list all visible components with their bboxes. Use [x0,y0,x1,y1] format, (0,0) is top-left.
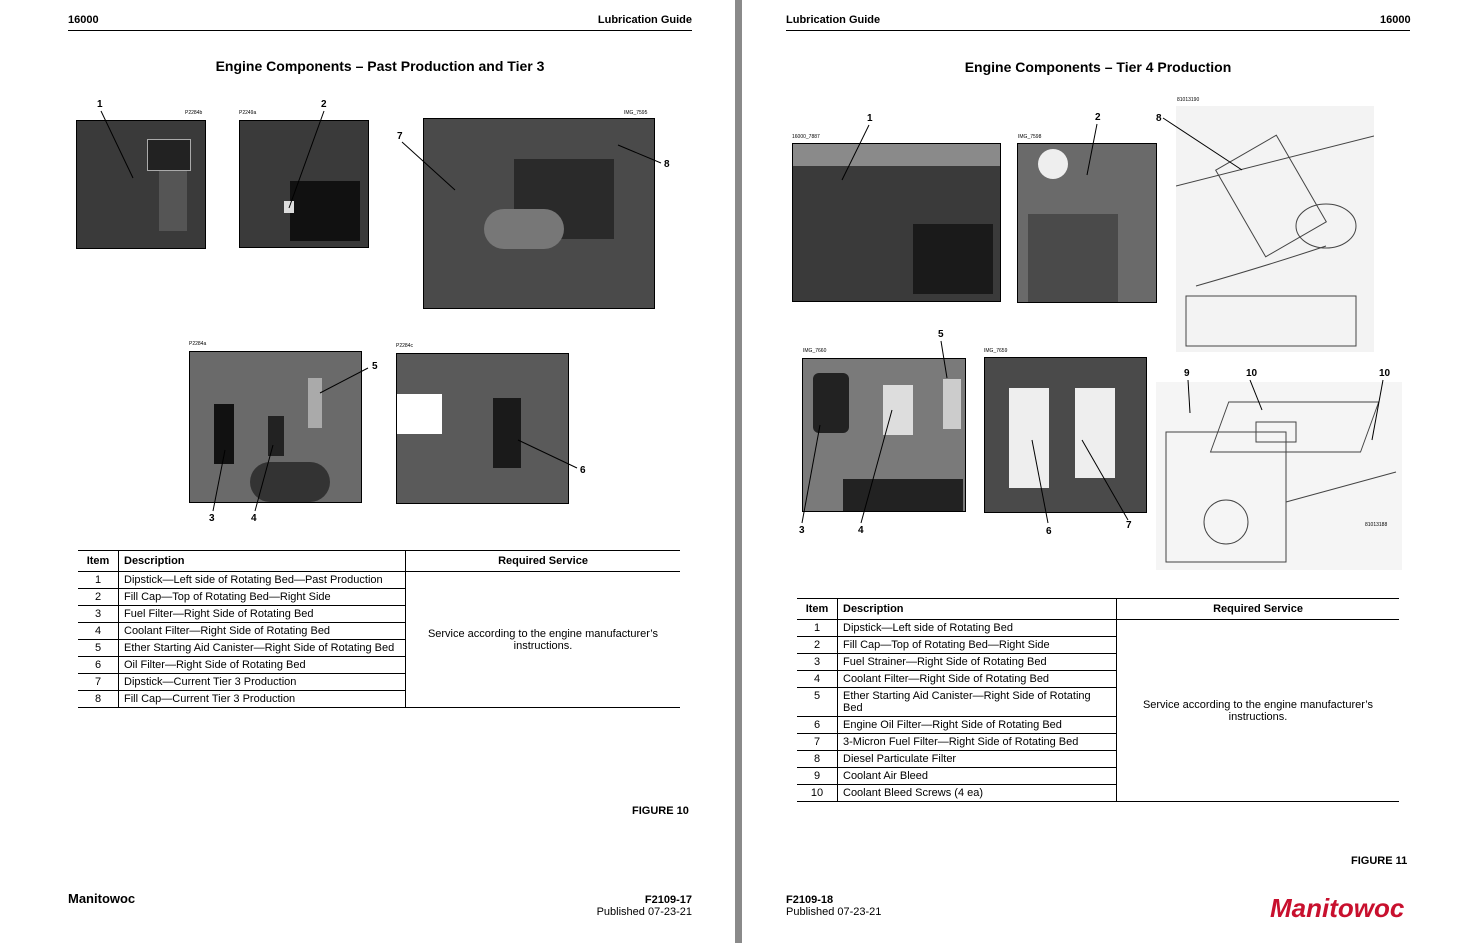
row-description: Engine Oil Filter—Right Side of Rotating Bed [838,717,1117,734]
engine-photo-oil-filter [396,353,569,504]
row-item: 8 [78,691,119,708]
row-item: 10 [797,785,838,802]
callout-3: 3 [209,513,215,524]
row-description: Dipstick—Left side of Rotating Bed—Past Production [119,572,406,589]
row-description: Coolant Filter—Right Side of Rotating Bed [838,671,1117,688]
header-left: 16000 [68,14,99,26]
engine-photo-oil-fuel-filters [984,357,1147,513]
callout-8: 8 [1156,113,1162,124]
row-description: Diesel Particulate Filter [838,751,1117,768]
callout-4: 4 [251,513,257,524]
row-description: Ether Starting Aid Canister—Right Side of Rotating Bed [838,688,1117,717]
row-item: 1 [78,572,119,589]
engine-drawing-coolant [1156,382,1402,570]
photo-tag: IMG_7598 [1018,134,1042,140]
row-description: Coolant Air Bleed [838,768,1117,785]
header-right: Lubrication Guide [597,14,692,26]
engine-drawing-dpf [1176,106,1374,352]
callout-6: 6 [580,465,586,476]
col-description: Description [838,599,1117,620]
callout-10: 10 [1379,368,1391,379]
photo-tag: 16000_7887 [792,134,820,140]
row-item: 3 [78,606,119,623]
row-description: Dipstick—Left side of Rotating Bed [838,620,1117,637]
service-table [797,598,1399,802]
row-description: Ether Starting Aid Canister—Right Side of Rotating Bed [119,640,406,657]
callout-10: 10 [1246,368,1258,379]
photo-tag: 81013188 [1365,522,1388,528]
callout-2: 2 [321,99,327,110]
row-item: 2 [797,637,838,654]
photo-tag: P2284b [185,110,203,116]
row-description: Fill Cap—Top of Rotating Bed—Right Side [838,637,1117,654]
photo-tag: P2284a [189,341,207,347]
col-item: Item [78,551,119,572]
engine-photo-fuel-strainer [802,358,966,512]
header-rule [68,30,692,31]
row-description: Fill Cap—Top of Rotating Bed—Right Side [119,589,406,606]
engine-photo-dipstick [792,143,1001,302]
photo-tag: IMG_7660 [803,348,827,354]
left-page [0,0,735,943]
col-required-service: Required Service [1117,599,1400,620]
row-description: Fuel Strainer—Right Side of Rotating Bed [838,654,1117,671]
row-item: 5 [797,688,838,717]
engine-photo-tier3 [423,118,655,309]
row-item: 7 [797,734,838,751]
row-item: 4 [78,623,119,640]
callout-1: 1 [867,113,873,124]
callout-1: 1 [97,99,103,110]
footer-code: F2109-18 Published 07-23-21 [786,894,882,918]
row-item: 7 [78,674,119,691]
callout-4: 4 [858,525,864,536]
footer-code: F2109-17 Published 07-23-21 [596,894,692,918]
row-description: Oil Filter—Right Side of Rotating Bed [119,657,406,674]
photo-tag: P2249a [239,110,257,116]
engine-photo-fill-cap [1017,143,1157,303]
row-item: 5 [78,640,119,657]
required-service-text: Service according to the engine manufacturer’s instructions. [406,572,681,708]
manitowoc-logo: Manitowoc [1270,893,1405,923]
callout-7: 7 [1126,520,1132,531]
required-service-text: Service according to the engine manufacturer’s instructions. [1117,620,1400,802]
row-item: 2 [78,589,119,606]
figure-label: FIGURE 10 [632,805,689,817]
col-required-service: Required Service [406,551,681,572]
header-rule [786,30,1410,31]
photo-tag: P2284c [396,343,413,349]
row-description: Coolant Bleed Screws (4 ea) [838,785,1117,802]
row-description: Fill Cap—Current Tier 3 Production [119,691,406,708]
engine-photo-dipstick [76,120,206,249]
row-item: 8 [797,751,838,768]
col-description: Description [119,551,406,572]
callout-6: 6 [1046,526,1052,537]
row-item: 1 [797,620,838,637]
callout-7: 7 [397,131,403,142]
callout-8: 8 [664,159,670,170]
row-description: Fuel Filter—Right Side of Rotating Bed [119,606,406,623]
row-description: Coolant Filter—Right Side of Rotating Bed [119,623,406,640]
callout-3: 3 [799,525,805,536]
row-item: 3 [797,654,838,671]
row-item: 4 [797,671,838,688]
service-table [78,550,680,708]
figure-label: FIGURE 11 [1351,855,1408,867]
page-title: Engine Components – Tier 4 Production [964,59,1232,75]
page-title: Engine Components – Past Production and Tier 3 [215,58,545,74]
photo-tag: IMG_7659 [984,348,1008,354]
row-item: 9 [797,768,838,785]
photo-tag: IMG_7595 [624,110,648,116]
col-item: Item [797,599,838,620]
callout-9: 9 [1184,368,1190,379]
right-page [742,0,1475,943]
header-right: 16000 [1380,14,1411,26]
engine-photo-filters [189,351,362,503]
row-item: 6 [78,657,119,674]
callout-2: 2 [1095,112,1101,123]
engine-photo-fill-cap [239,120,369,248]
row-item: 6 [797,717,838,734]
row-description: Dipstick—Current Tier 3 Production [119,674,406,691]
header-left: Lubrication Guide [786,14,881,26]
callout-5: 5 [372,361,378,372]
callout-5: 5 [938,329,944,340]
footer-brand: Manitowoc [68,891,136,906]
row-description: 3-Micron Fuel Filter—Right Side of Rotating Bed [838,734,1117,751]
photo-tag: 81013190 [1177,97,1200,103]
